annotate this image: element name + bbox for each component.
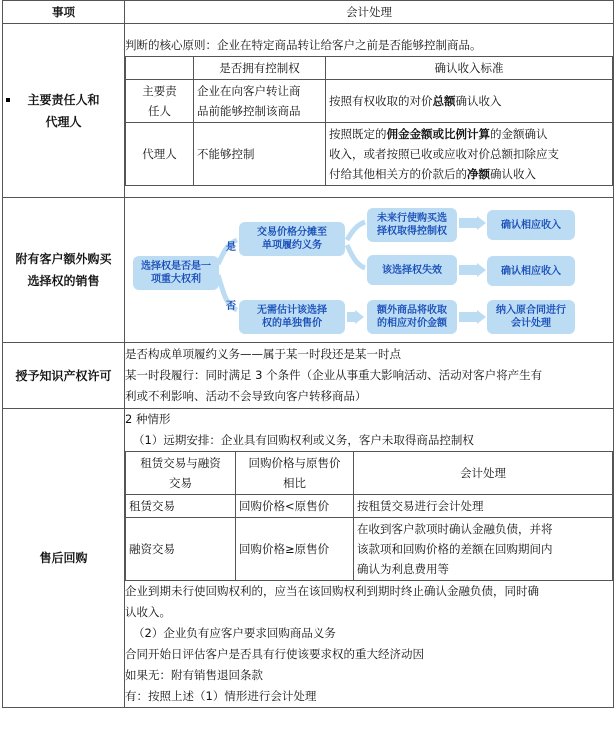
header-accounting: 会计处理 — [125, 1, 614, 24]
arrow-head-1 — [477, 216, 486, 230]
repo-row-finance — [126, 518, 613, 581]
arrow-shaft-4 — [459, 312, 477, 322]
page — [2, 0, 613, 736]
repo-line3: 企业到期未行使回购权利的，应当在该回购权利到期时终止确认金融负债，同时确 — [125, 584, 539, 598]
repurchase-row — [3, 409, 614, 708]
principal-agent-row — [3, 24, 614, 198]
node-option-lapse: 该选择权失效 — [367, 255, 457, 285]
option-title-line1: 附有客户额外购买 — [15, 252, 112, 266]
arrow-shaft-2 — [459, 265, 477, 275]
subtable-row-principal — [126, 80, 613, 123]
ip-content — [125, 343, 614, 409]
node-future-l1: 未来行使购买选 — [377, 213, 447, 224]
principal-title-line2: 代理人 — [45, 114, 82, 129]
agent-control: 不能够控制 — [194, 123, 326, 186]
subtable-corner — [126, 57, 194, 80]
node-major-right — [133, 256, 219, 290]
repo-line5: （2）企业负有应客户要求回购商品义务 — [133, 626, 336, 640]
repurchase-title: 售后回购 — [3, 409, 125, 708]
agent-std-l2: 收入，或者按照已收或应收对价总额扣除应支 — [329, 147, 559, 161]
node-future-exercise — [367, 208, 457, 242]
repo-subtable-header — [126, 452, 613, 495]
ip-row — [3, 343, 614, 409]
repo-th2-l1: 回购价格与原售价 — [248, 456, 341, 470]
repo-line6: 合同开始日评估客户是否具有行使该要求权的重大经济动因 — [125, 647, 424, 661]
node-allocate-price — [239, 222, 345, 256]
repo-row-lease — [126, 495, 613, 518]
no-label: 否 — [226, 301, 236, 312]
revenue-table — [2, 0, 614, 708]
repo-r1c3: 按租赁交易进行会计处理 — [354, 495, 613, 518]
repo-r2c2: 回购价格≥原售价 — [236, 518, 354, 581]
repurchase-subtable — [125, 451, 613, 581]
repo-th1-l2: 交易 — [169, 476, 192, 490]
principal-agent-content — [125, 24, 614, 198]
bullet-icon — [6, 98, 10, 102]
repurchase-content — [125, 409, 614, 708]
repo-th2-l2: 相比 — [283, 476, 306, 490]
agent-std-l3-pre: 付给其他相关方的价款后的 — [329, 167, 467, 181]
node-no-estimate-l2: 权的单独售价 — [262, 318, 322, 329]
repo-r2c3-l1: 在收到客户款项时确认金融负债，并将 — [357, 522, 553, 536]
node-allocate-l1: 交易价格分摊至 — [257, 227, 327, 238]
principal-std-bold: 总额 — [432, 94, 456, 108]
arrow-head-4 — [477, 310, 486, 324]
subtable-row-agent — [126, 123, 613, 186]
ip-title: 授予知识产权许可 — [3, 343, 125, 409]
agent-std-l3-bold: 净额 — [467, 167, 490, 181]
ip-line3: 利或不利影响、活动不会导致向客户转移商品） — [125, 389, 367, 403]
yes-label: 是 — [226, 242, 236, 253]
principal-agent-subtable — [125, 56, 613, 186]
repo-r2c1: 融资交易 — [126, 518, 236, 581]
agent-std-l1-pre: 按照既定的 — [329, 127, 387, 141]
agent-std-l1-bold: 佣金金额或比例计算 — [386, 127, 490, 141]
th-control: 是否拥有控制权 — [194, 57, 326, 80]
node-major-right-l1: 选择权是否是一 — [141, 261, 211, 272]
ip-line2: 某一时段履行：同时满足 3 个条件（企业从事重大影响活动、活动对客户将产生有 — [125, 368, 543, 382]
node-recognize-2: 确认相应收入 — [487, 256, 575, 286]
arrow-head-2 — [477, 263, 486, 277]
repo-line4: 认收入。 — [125, 605, 171, 619]
node-merge-l2: 会计处理 — [511, 318, 551, 329]
principal-label-line1: 主要责 — [142, 84, 177, 98]
option-row — [3, 198, 614, 343]
principal-std-post: 确认收入 — [455, 94, 502, 108]
repo-r2c3-l3: 确认为利息费用等 — [357, 562, 449, 576]
node-major-right-l2: 项重大权利 — [151, 274, 201, 285]
repo-line8: 有：按照上述（1）情形进行会计处理 — [125, 689, 317, 703]
arrow-shaft-1 — [459, 218, 477, 228]
repo-line7: 如果无：附有销售退回条款 — [125, 668, 263, 682]
repo-line2: （1）远期安排：企业具有回购权利或义务，客户未取得商品控制权 — [133, 433, 474, 447]
principal-control-line2: 品前能够控制该商品 — [197, 104, 301, 118]
node-extra-goods — [367, 300, 457, 334]
agent-std-l1-post: 的金额确认 — [490, 127, 548, 141]
principal-title-line1: 主要责任人和 — [27, 92, 100, 107]
principal-label-line2: 任人 — [148, 104, 171, 118]
node-no-estimate — [239, 300, 345, 334]
repo-r2c3-l2: 该款项和回购价格的差额在回购期间内 — [357, 542, 553, 556]
node-recognize-1: 确认相应收入 — [487, 210, 575, 240]
node-merge-contract — [487, 300, 575, 334]
node-no-estimate-l1: 无需估计该选择 — [257, 305, 327, 316]
arrow-head-3 — [355, 310, 364, 324]
repo-line1: 2 种情形 — [125, 412, 171, 426]
option-diagram-cell — [125, 198, 614, 343]
principal-control-line1: 企业在向客户转让商 — [197, 84, 301, 98]
arrow-shaft-3 — [347, 312, 355, 322]
repo-r1c1: 租赁交易 — [126, 495, 236, 518]
header-item: 事项 — [3, 1, 125, 24]
agent-label: 代理人 — [126, 123, 194, 186]
principal-intro: 判断的核心原则：企业在特定商品转让给客户之前是否能够控制商品。 — [125, 38, 482, 52]
option-title-line2: 选择权的销售 — [27, 274, 100, 288]
node-future-l2: 择权取得控制权 — [377, 226, 447, 237]
th-standard: 确认收入标准 — [326, 57, 613, 80]
repo-th3: 会计处理 — [354, 452, 613, 495]
principal-agent-title — [3, 24, 125, 198]
agent-std-l3-post: 确认收入 — [490, 167, 536, 181]
option-title — [3, 198, 125, 343]
node-extra-l2: 的相应对价金额 — [377, 318, 447, 329]
ip-line1: 是否构成单项履约义务——属于某一时段还是某一时点 — [125, 347, 401, 361]
table-header-row — [3, 1, 614, 24]
repo-r1c2: 回购价格<原售价 — [236, 495, 354, 518]
option-flow-diagram — [125, 200, 613, 340]
node-extra-l1: 额外商品将收取 — [377, 305, 447, 316]
node-merge-l1: 纳入原合同进行 — [496, 305, 566, 316]
node-allocate-l2: 单项履约义务 — [262, 240, 322, 251]
subtable-header — [126, 57, 613, 80]
repo-th1-l1: 租赁交易与融资 — [140, 456, 221, 470]
principal-std-pre: 按照有权收取的对价 — [329, 94, 433, 108]
